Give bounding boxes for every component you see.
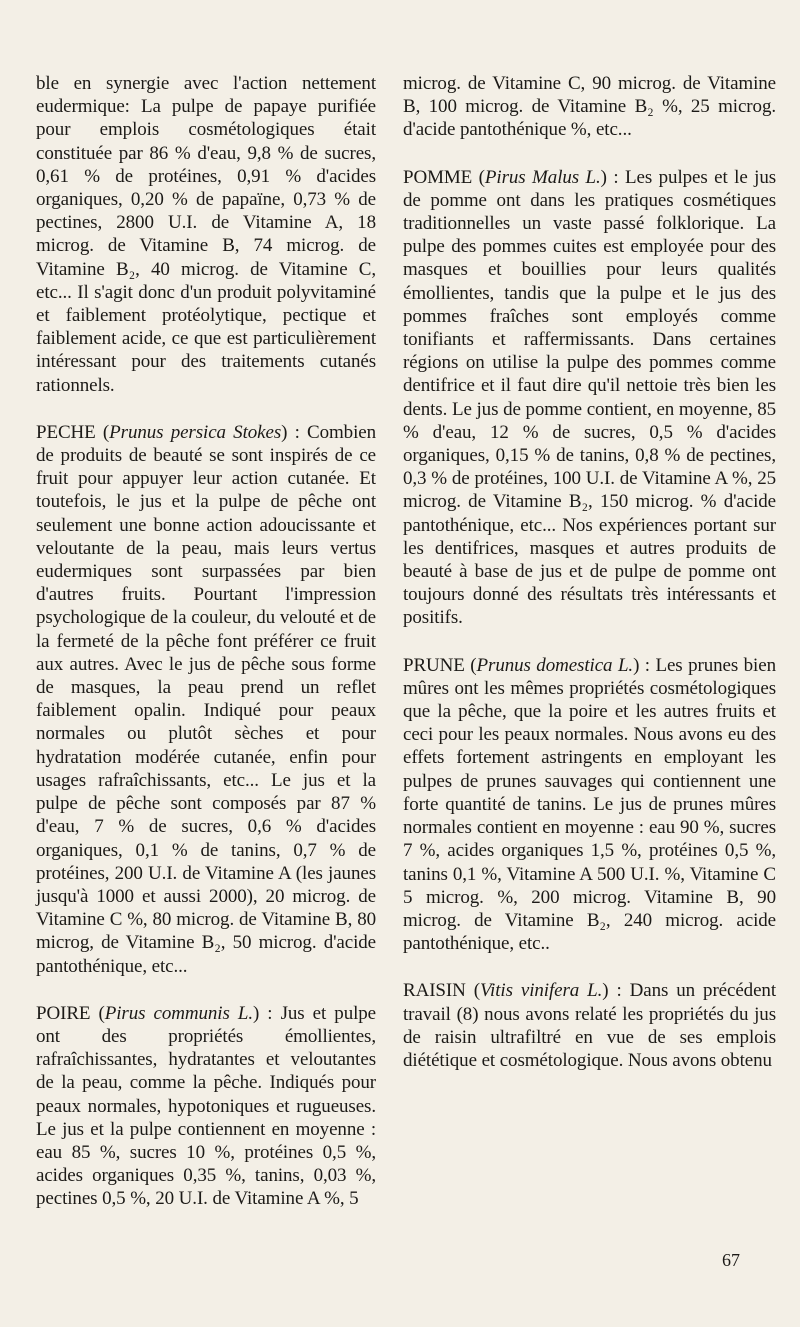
pomme-heading: POMME ( — [403, 166, 485, 188]
peche-body: Combien de produits de beauté se sont inspirés de ce fruit pour appuyer leur action cutanée. Et toutefois, le jus et la pulpe de pêche ont seulement une bonne action adoucissante et veloutante de la peau, mais leurs vertus eudermiques sont surpassées par bien d'autres fruits. Pourtant l'impression psychologique de la couleur, du velouté et de la fermeté de la pêche font préférer ce fruit aux autres. Avec le jus de pêche sous forme de masques, la peau prend un reflet faiblement opalin. Indiqué pour peaux normales ou plutôt sèches et pour hydratation modérée cutanée, enfin pour usages rafraîchissants, etc... Le jus et la pulpe de pêche sont composés par 87 % d'eau, 7 % de sucres, 0,6 % d'acides organiques, 0,1 % de tanins, 0,7 % de protéines, 200 U.I. de Vitamine A (les jaunes jusqu'à 1000 et aussi 2000), 20 microg. de Vitamine C %, 80 microg. de Vitamine B, 80 microg, de Vitamine B₂, 50 microg. d'acide pantothénique, etc... — [36, 421, 376, 977]
poire-heading: POIRE ( — [36, 1002, 105, 1024]
peche-latin-name: Prunus persica Stokes — [109, 421, 282, 443]
poire-paragraph — [36, 1002, 376, 1211]
vitamin-continuation-paragraph: microg. de Vitamine C, 90 microg. de Vitamine B, 100 microg. de Vitamine B₂ %, 25 microg. d'acide pantothénique %, etc... — [403, 73, 776, 141]
peche-heading-close: ) : — [281, 421, 308, 443]
peche-paragraph — [36, 421, 376, 978]
pomme-heading-close: ) : — [600, 166, 626, 188]
pomme-body: Les pulpes et le jus de pomme ont dans les pratiques cosmétiques traditionnelles un vaste passé folklorique. La pulpe des pommes cuites est employée pour des masques et bouillies pour leurs qualités émollientes, tandis que la pulpe et le jus des pommes fraîches sont employés comme tonifiants et raffermissants. Dans certaines régions on utilise la pulpe des pommes comme dentifrice et il faut dire qu'il nettoie très bien les dents. Le jus de pomme contient, en moyenne, 85 % d'eau, 12 % de sucres, 0,5 % d'acides organiques, 0,15 % de tanins, 0,8 % de pectines, 0,3 % de protéines, 100 U.I. de Vitamine A %, 25 microg. de Vitamine B₂, 150 microg. % d'acide pantothénique, etc... Nos expériences portant sur les dentifrices, masques et autres produits de beauté à base de jus et de pulpe de pomme ont toujours donné des résultats très intéressants et positifs. — [403, 166, 777, 629]
raisin-body: Dans un précédent travail (8) nous avons relaté les propriétés du jus de raisin ultrafiltré en vue de ses emplois diététique et cosmétologique. Nous avons obtenu — [403, 980, 776, 1071]
raisin-heading-close: ) : — [602, 980, 630, 1002]
pomme-latin-name: Pirus Malus L. — [484, 166, 601, 188]
page-number: 67 — [722, 1250, 740, 1270]
left-column — [36, 72, 376, 1235]
poire-body: Jus et pulpe ont des propriétés émollientes, rafraîchissantes, hydratantes et veloutantes de la peau, comme la pêche. Indiqués pour peaux normales, hypotoniques et rugueuses. Le jus et la pulpe contiennent en moyenne : eau 85 %, sucres 10 %, protéines 0,5 %, acides organiques 0,35 %, tanins, 0,03 %, pectines 0,5 %, 20 U.I. de Vitamine A %, 5 — [36, 1002, 377, 1210]
prune-heading-close: ) : — [633, 654, 656, 676]
papaya-continuation-paragraph: ble en synergie avec l'action nettement eudermique: La pulpe de papaye purifiée pour emplois cosmétologiques était constituée par 86 % d'eau, 9,8 % de sucres, 0,61 % de protéines, 0,91 % d'acides organiques, 0,20 % de papaïne, 0,73 % de pectines, 2800 U.I. de Vitamine A, 18 microg. de Vitamine B, 74 microg. de Vitamine B₂, 40 microg. de Vitamine C, etc... Il s'agit donc d'un produit polyvitaminé et faiblement protéolytique, pectique et faiblement acide, ce que est particulièrement intéressant pour des traitements cutanés rationnels. — [36, 73, 376, 396]
prune-heading: PRUNE ( — [403, 654, 477, 676]
pomme-paragraph — [403, 166, 776, 630]
prune-body: Les prunes bien mûres ont les mêmes propriétés cosmétologiques que la pêche, que la poire et les autres fruits et ceci pour les peaux normales. Nous avons eu des effets fortement astringents en employant les pulpes de prunes sauvages qui contiennent une forte quantité de tanins. Le jus de prunes mûres normales contient en moyenne : eau 90 %, sucres 7 %, acides organiques 1,5 %, protéines 0,5 %, tanins 0,1 %, Vitamine A 500 U.I. %, Vitamine C 5 microg. %, 200 microg. Vitamine B, 90 microg. de Vitamine B₂, 240 microg. acide pantothénique, etc.. — [403, 654, 776, 955]
poire-heading-close: ) : — [252, 1002, 281, 1024]
peche-heading: PECHE ( — [36, 421, 110, 443]
raisin-latin-name: Vitis vinifera L. — [479, 980, 603, 1002]
prune-latin-name: Prunus domestica L. — [476, 654, 634, 676]
right-column — [403, 72, 776, 1096]
raisin-paragraph — [403, 979, 776, 1072]
prune-paragraph — [403, 654, 776, 956]
poire-latin-name: Pirus communis L. — [104, 1002, 253, 1024]
raisin-heading: RAISIN ( — [403, 980, 480, 1002]
